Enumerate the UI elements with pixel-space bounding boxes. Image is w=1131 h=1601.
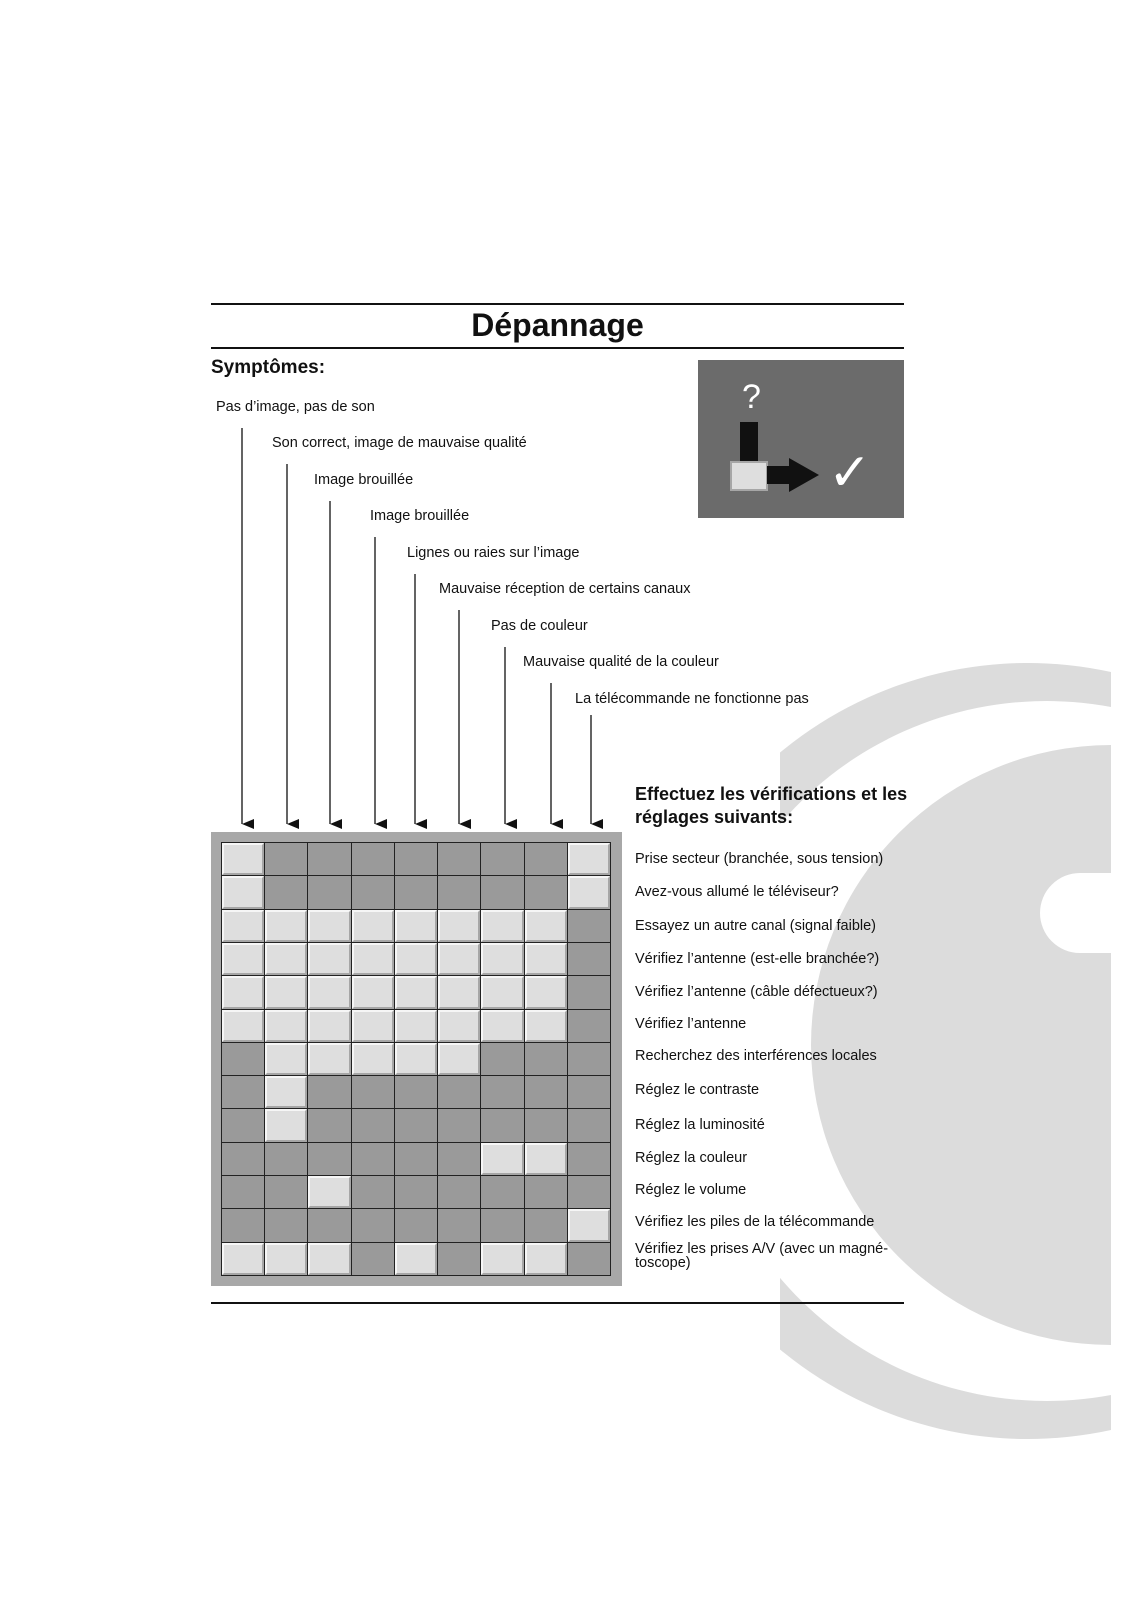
matrix-cell-marked — [568, 876, 610, 908]
check-label: Prise secteur (branchée, sous tension) — [635, 851, 884, 867]
matrix-cell-marked — [222, 910, 264, 942]
matrix-cell-empty — [438, 1209, 480, 1241]
matrix-cell-marked — [222, 876, 264, 908]
matrix-cell-empty — [568, 1176, 610, 1208]
matrix-cell-marked — [308, 910, 350, 942]
matrix-cell-empty — [481, 1043, 523, 1075]
matrix-cell-marked — [265, 943, 307, 975]
matrix-cell-empty — [481, 1076, 523, 1108]
matrix-cell-empty — [308, 1076, 350, 1108]
matrix-cell-empty — [265, 1176, 307, 1208]
matrix-cell-marked — [395, 1043, 437, 1075]
question-mark-icon: ? — [742, 378, 761, 416]
symptom-label: La télécommande ne fonctionne pas — [575, 691, 809, 707]
vertical-bar-icon — [740, 422, 758, 466]
matrix-cell-empty — [568, 1076, 610, 1108]
matrix-cell-empty — [568, 1243, 610, 1275]
matrix-cell-empty — [525, 1109, 567, 1141]
matrix-cell-empty — [352, 1209, 394, 1241]
troubleshoot-icon-panel — [698, 360, 904, 518]
check-label: Vérifiez les piles de la télécommande — [635, 1214, 875, 1230]
matrix-cell-marked — [222, 943, 264, 975]
matrix-cell-empty — [525, 1076, 567, 1108]
matrix-cell-marked — [568, 1209, 610, 1241]
check-label: Avez-vous allumé le téléviseur? — [635, 884, 839, 900]
checks-heading: Effectuez les vérifications et les réglages suivants: — [635, 784, 908, 827]
symptoms-heading: Symptômes: — [211, 357, 326, 378]
check-label: Réglez le volume — [635, 1182, 747, 1198]
matrix-cell-empty — [395, 1176, 437, 1208]
check-label: Essayez un autre canal (signal faible) — [635, 918, 876, 934]
matrix-cell-empty — [222, 1176, 264, 1208]
check-label: Réglez la luminosité — [635, 1117, 765, 1133]
matrix-cell-marked — [352, 1010, 394, 1042]
matrix-cell-marked — [265, 976, 307, 1008]
matrix-cell-empty — [481, 843, 523, 875]
matrix-cell-empty — [308, 876, 350, 908]
matrix-cell-marked — [525, 910, 567, 942]
matrix-cell-marked — [438, 943, 480, 975]
matrix-cell-marked — [395, 1010, 437, 1042]
matrix-cell-marked — [308, 1043, 350, 1075]
matrix-cell-empty — [395, 1209, 437, 1241]
matrix-cell-marked — [395, 943, 437, 975]
matrix-cell-empty — [395, 876, 437, 908]
symptom-label: Lignes ou raies sur l’image — [407, 545, 580, 561]
symptom-label: Son correct, image de mauvaise qualité — [272, 435, 527, 451]
matrix-cell-empty — [438, 1076, 480, 1108]
page-title: Dépannage — [471, 307, 644, 343]
symptom-label: Image brouillée — [370, 508, 470, 524]
matrix-cell-marked — [525, 1143, 567, 1175]
symptom-label: Mauvaise réception de certains canaux — [439, 581, 691, 597]
matrix-cell-marked — [265, 1243, 307, 1275]
bottom-rule — [211, 1302, 904, 1304]
matrix-cell-marked — [265, 1109, 307, 1141]
matrix-cell-marked — [438, 1010, 480, 1042]
matrix-cell-marked — [265, 1076, 307, 1108]
matrix-cell-empty — [395, 1076, 437, 1108]
matrix-cell-empty — [481, 1176, 523, 1208]
matrix-cell-marked — [481, 1010, 523, 1042]
matrix-cell-empty — [525, 876, 567, 908]
matrix-cell-empty — [438, 1176, 480, 1208]
matrix-cell-empty — [568, 1109, 610, 1141]
matrix-cell-marked — [438, 976, 480, 1008]
matrix-cell-empty — [438, 1143, 480, 1175]
matrix-cell-empty — [568, 1010, 610, 1042]
matrix-cell-marked — [352, 976, 394, 1008]
matrix-cell-empty — [525, 1209, 567, 1241]
matrix-cell-empty — [438, 1243, 480, 1275]
matrix-cell-empty — [265, 843, 307, 875]
matrix-cell-empty — [222, 1143, 264, 1175]
matrix-cell-marked — [308, 1176, 350, 1208]
matrix-cell-marked — [395, 1243, 437, 1275]
matrix-cell-marked — [525, 1010, 567, 1042]
matrix-cell-empty — [265, 876, 307, 908]
check-label: Vérifiez l’antenne — [635, 1016, 747, 1032]
matrix-cell-marked — [481, 1143, 523, 1175]
matrix-cell-marked — [481, 1243, 523, 1275]
matrix-cell-empty — [222, 1043, 264, 1075]
matrix-cell-marked — [222, 1243, 264, 1275]
check-label: Vérifiez l’antenne (est-elle branchée?) — [635, 951, 880, 967]
matrix-cell-marked — [525, 1243, 567, 1275]
matrix-cell-marked — [265, 910, 307, 942]
checkmark-icon: ✓ — [828, 443, 872, 503]
matrix-cell-marked — [265, 1010, 307, 1042]
matrix-cell-marked — [481, 910, 523, 942]
check-label: Recherchez des interférences locales — [635, 1048, 877, 1064]
matrix-cell-empty — [525, 843, 567, 875]
matrix-cell-empty — [438, 1109, 480, 1141]
key-block-icon — [731, 462, 767, 490]
matrix-cell-empty — [568, 976, 610, 1008]
matrix-cell-marked — [438, 1043, 480, 1075]
matrix-cell-marked — [222, 1010, 264, 1042]
matrix-cell-empty — [525, 1043, 567, 1075]
matrix-cell-empty — [438, 876, 480, 908]
matrix-cell-empty — [352, 1243, 394, 1275]
matrix-cell-marked — [265, 1043, 307, 1075]
matrix-cell-empty — [525, 1176, 567, 1208]
matrix-cell-marked — [395, 910, 437, 942]
matrix-cell-empty — [352, 1176, 394, 1208]
matrix-cell-empty — [568, 1143, 610, 1175]
matrix-cell-empty — [308, 1143, 350, 1175]
matrix-cell-marked — [222, 976, 264, 1008]
matrix-cell-marked — [308, 943, 350, 975]
matrix-cell-marked — [395, 976, 437, 1008]
symptom-label: Pas d’image, pas de son — [216, 399, 375, 415]
matrix-cell-marked — [525, 976, 567, 1008]
matrix-cell-empty — [438, 843, 480, 875]
matrix-cell-marked — [438, 910, 480, 942]
matrix-cell-marked — [481, 976, 523, 1008]
matrix-cell-marked — [525, 943, 567, 975]
matrix-cell-empty — [352, 876, 394, 908]
check-label: Vérifiez les prises A/V (avec un magné-toscope) — [635, 1241, 889, 1271]
matrix-cell-empty — [222, 1209, 264, 1241]
symptom-label: Image brouillée — [314, 472, 414, 488]
matrix-cell-empty — [568, 1043, 610, 1075]
matrix-cell-empty — [568, 943, 610, 975]
check-label: Réglez le contraste — [635, 1082, 760, 1098]
matrix-cell-empty — [395, 843, 437, 875]
matrix-cell-empty — [395, 1109, 437, 1141]
symptom-label: Pas de couleur — [491, 618, 588, 634]
matrix-cell-marked — [481, 943, 523, 975]
matrix-cell-empty — [222, 1076, 264, 1108]
matrix-cell-marked — [308, 976, 350, 1008]
matrix-cell-empty — [308, 1109, 350, 1141]
matrix-cell-empty — [481, 1109, 523, 1141]
matrix-cell-empty — [352, 1109, 394, 1141]
symptom-label: Mauvaise qualité de la couleur — [523, 654, 719, 670]
matrix-cell-empty — [222, 1109, 264, 1141]
symptom-check-matrix — [221, 842, 611, 1276]
matrix-cell-empty — [568, 910, 610, 942]
matrix-cell-empty — [352, 1143, 394, 1175]
matrix-cell-marked — [352, 943, 394, 975]
matrix-cell-marked — [568, 843, 610, 875]
matrix-cell-empty — [481, 1209, 523, 1241]
matrix-cell-empty — [352, 843, 394, 875]
matrix-cell-empty — [481, 876, 523, 908]
matrix-cell-empty — [352, 1076, 394, 1108]
check-label: Réglez la couleur — [635, 1150, 748, 1166]
matrix-cell-marked — [352, 910, 394, 942]
matrix-cell-empty — [308, 1209, 350, 1241]
matrix-cell-marked — [352, 1043, 394, 1075]
matrix-cell-empty — [265, 1143, 307, 1175]
matrix-cell-marked — [222, 843, 264, 875]
matrix-cell-empty — [395, 1143, 437, 1175]
check-label: Vérifiez l’antenne (câble défectueux?) — [635, 984, 878, 1000]
matrix-cell-empty — [265, 1209, 307, 1241]
matrix-cell-empty — [308, 843, 350, 875]
matrix-cell-marked — [308, 1243, 350, 1275]
matrix-cell-marked — [308, 1010, 350, 1042]
